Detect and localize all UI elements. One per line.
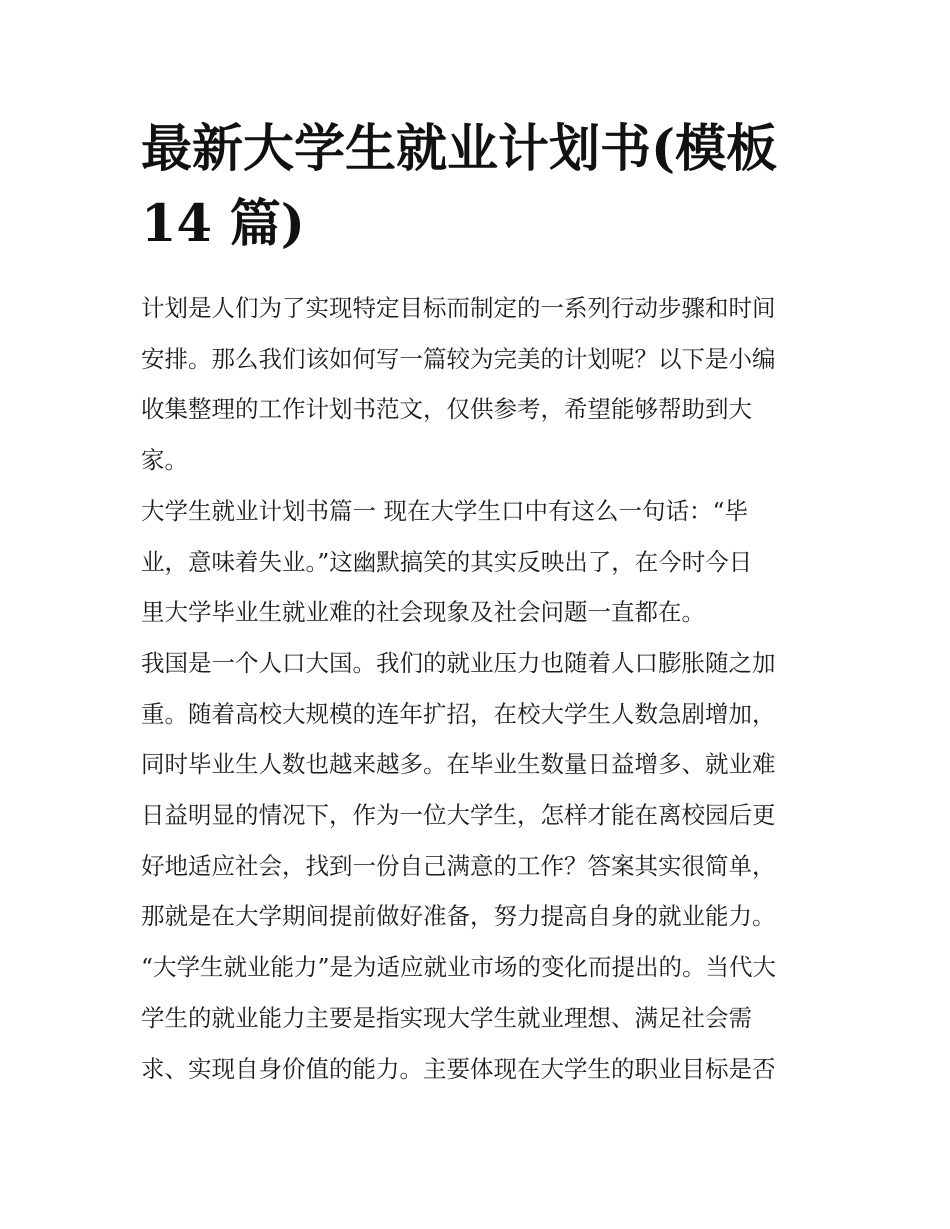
title-line: 14 篇) xyxy=(141,194,305,254)
text-line: 那就是在大学期间提前做好准备，努力提高自身的就业能力。 xyxy=(141,902,776,931)
text-line: 安排。那么我们该如何写一篇较为完美的计划呢？以下是小编 xyxy=(141,344,776,373)
paragraph-employability xyxy=(141,942,813,1094)
text-line: 同时毕业生人数也越来越多。在毕业生数量日益增多、就业难 xyxy=(141,750,776,779)
text-line: 业，意味着失业。”这幽默搞笑的其实反映出了，在今时今日 xyxy=(141,547,753,576)
text-line: “大学生就业能力”是为适应就业市场的变化而提出的。当代大 xyxy=(141,953,777,982)
document-content xyxy=(141,112,813,1094)
text-line: 家。 xyxy=(141,446,188,475)
text-line: 计划是人们为了实现特定目标而制定的一系列行动步骤和时间 xyxy=(141,294,776,322)
text-line: 日益明显的情况下，作为一位大学生，怎样才能在离校园后更 xyxy=(141,801,776,830)
text-line: 收集整理的工作计划书范文，仅供参考，希望能够帮助到大 xyxy=(141,395,752,424)
paragraph-section-one xyxy=(141,486,813,638)
text-line: 好地适应社会，找到一份自己满意的工作？答案其实很简单， xyxy=(141,851,776,880)
document-body xyxy=(141,283,813,1094)
text-line: 我国是一个人口大国。我们的就业压力也随着人口膨胀随之加 xyxy=(141,648,776,677)
text-line: 里大学毕业生就业难的社会现象及社会问题一直都在。 xyxy=(141,598,705,627)
text-line: 大学生就业计划书篇一 现在大学生口中有这么一句话：“毕 xyxy=(141,496,748,525)
paragraph-employment-pressure xyxy=(141,638,813,942)
text-line: 重。随着高校大规模的连年扩招，在校大学生人数急剧增加， xyxy=(141,699,776,728)
text-line: 求、实现自身价值的能力。主要体现在大学生的职业目标是否 xyxy=(141,1054,776,1083)
paragraph-intro xyxy=(141,283,813,486)
text-line: 学生的就业能力主要是指实现大学生就业理想、满足社会需 xyxy=(141,1003,752,1032)
document-title xyxy=(141,112,813,262)
title-line: 最新大学生就业计划书(模板 xyxy=(141,119,778,179)
